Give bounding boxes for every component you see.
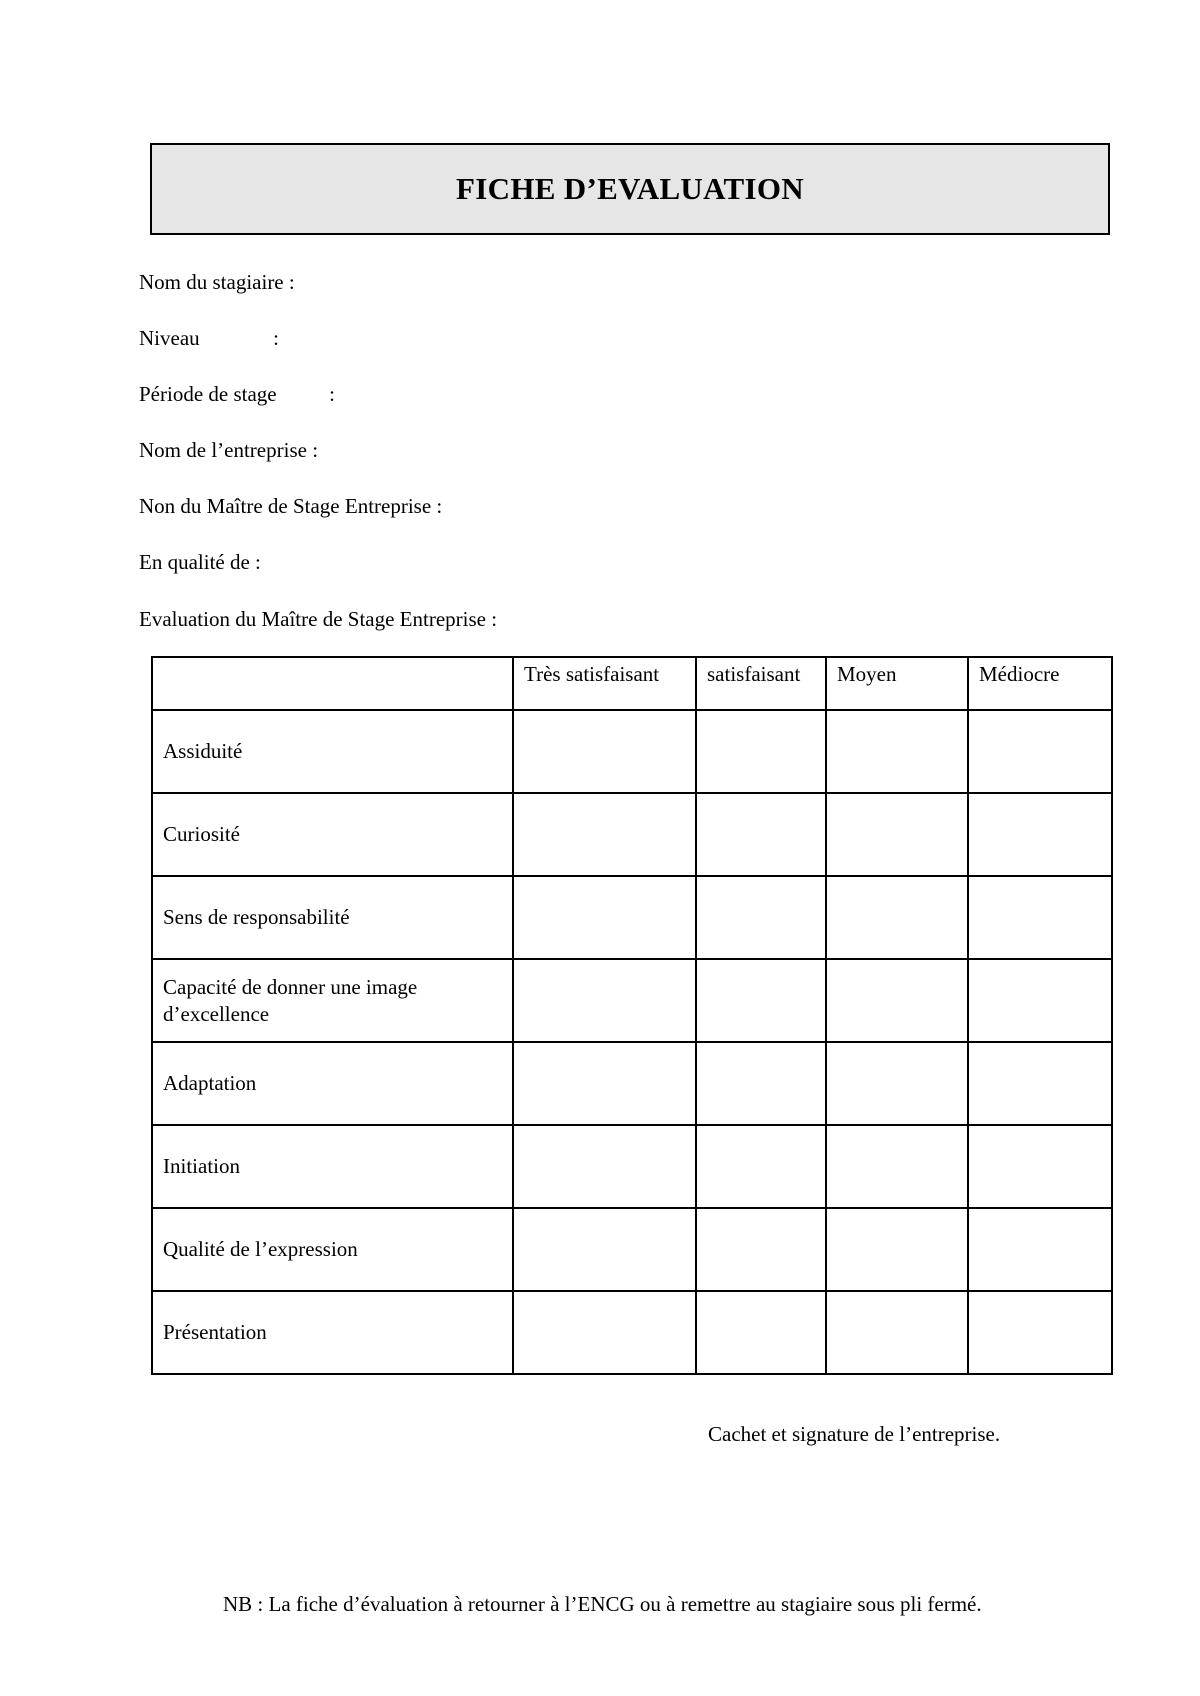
table-header-tres-satisfaisant: Très satisfaisant [513, 657, 696, 710]
table-header-mediocre: Médiocre [968, 657, 1112, 710]
criteria-cell [152, 1291, 513, 1374]
rating-cell-tres-satisfaisant[interactable] [513, 876, 696, 959]
field-evaluation-maitre: Evaluation du Maître de Stage Entreprise : [139, 607, 498, 631]
rating-cell-mediocre[interactable] [968, 1125, 1112, 1208]
rating-cell-mediocre[interactable] [968, 710, 1112, 793]
rating-cell-mediocre[interactable] [968, 1291, 1112, 1374]
table-header-row [152, 657, 1112, 710]
criteria-label: Capacité de donner une image d’excellence [163, 975, 418, 1026]
rating-cell-mediocre[interactable] [968, 959, 1112, 1042]
field-nom-stagiaire: Nom du stagiaire : [139, 270, 295, 294]
rating-cell-moyen[interactable] [826, 1042, 968, 1125]
rating-cell-tres-satisfaisant[interactable] [513, 710, 696, 793]
table-row [152, 1042, 1112, 1125]
rating-cell-satisfaisant[interactable] [696, 876, 826, 959]
rating-cell-tres-satisfaisant[interactable] [513, 1208, 696, 1291]
rating-cell-tres-satisfaisant[interactable] [513, 1291, 696, 1374]
rating-cell-satisfaisant[interactable] [696, 1291, 826, 1374]
criteria-cell [152, 1042, 513, 1125]
rating-cell-mediocre[interactable] [968, 1208, 1112, 1291]
rating-cell-moyen[interactable] [826, 710, 968, 793]
field-periode-stage: Période de stage : [139, 382, 335, 406]
field-niveau: Niveau : [139, 326, 279, 350]
stamp-signature-label: Cachet et signature de l’entreprise. [708, 1422, 1001, 1446]
table-row [152, 1125, 1112, 1208]
rating-cell-moyen[interactable] [826, 1208, 968, 1291]
rating-cell-moyen[interactable] [826, 959, 968, 1042]
table-row [152, 710, 1112, 793]
criteria-label: Qualité de l’expression [163, 1237, 358, 1262]
table-body [152, 710, 1112, 1374]
rating-cell-satisfaisant[interactable] [696, 1042, 826, 1125]
criteria-label: Assiduité [163, 739, 243, 764]
rating-cell-mediocre[interactable] [968, 793, 1112, 876]
table-row [152, 959, 1112, 1042]
criteria-label: Adaptation [163, 1071, 257, 1096]
table-header-moyen: Moyen [826, 657, 968, 710]
page-title: FICHE D’EVALUATION [456, 171, 804, 206]
criteria-label: Présentation [163, 1320, 267, 1345]
rating-cell-satisfaisant[interactable] [696, 1208, 826, 1291]
criteria-cell [152, 1125, 513, 1208]
title-box [150, 143, 1110, 235]
rating-cell-mediocre[interactable] [968, 1042, 1112, 1125]
table-header-criteria [152, 657, 513, 710]
rating-cell-tres-satisfaisant[interactable] [513, 1042, 696, 1125]
criteria-label: Sens de responsabilité [163, 905, 350, 930]
rating-cell-moyen[interactable] [826, 876, 968, 959]
rating-cell-mediocre[interactable] [968, 876, 1112, 959]
criteria-cell [152, 793, 513, 876]
rating-cell-tres-satisfaisant[interactable] [513, 1125, 696, 1208]
rating-cell-satisfaisant[interactable] [696, 710, 826, 793]
criteria-cell [152, 876, 513, 959]
criteria-label: Curiosité [163, 822, 240, 847]
rating-cell-moyen[interactable] [826, 793, 968, 876]
table-row [152, 793, 1112, 876]
table-row [152, 876, 1112, 959]
table-header-satisfaisant: satisfaisant [696, 657, 826, 710]
criteria-cell [152, 1208, 513, 1291]
criteria-label: Initiation [163, 1154, 240, 1179]
criteria-cell [152, 959, 513, 1042]
rating-cell-tres-satisfaisant[interactable] [513, 959, 696, 1042]
rating-cell-moyen[interactable] [826, 1291, 968, 1374]
evaluation-table [151, 656, 1113, 1375]
rating-cell-tres-satisfaisant[interactable] [513, 793, 696, 876]
rating-cell-satisfaisant[interactable] [696, 793, 826, 876]
field-maitre-stage: Non du Maître de Stage Entreprise : [139, 494, 443, 518]
field-nom-entreprise: Nom de l’entreprise : [139, 438, 319, 462]
criteria-cell [152, 710, 513, 793]
field-qualite: En qualité de : [139, 550, 261, 574]
table-row [152, 1291, 1112, 1374]
table-row [152, 1208, 1112, 1291]
rating-cell-satisfaisant[interactable] [696, 1125, 826, 1208]
rating-cell-satisfaisant[interactable] [696, 959, 826, 1042]
footer-note: NB : La fiche d’évaluation à retourner à l’ENCG ou à remettre au stagiaire sous pli fermé. [223, 1592, 982, 1616]
rating-cell-moyen[interactable] [826, 1125, 968, 1208]
